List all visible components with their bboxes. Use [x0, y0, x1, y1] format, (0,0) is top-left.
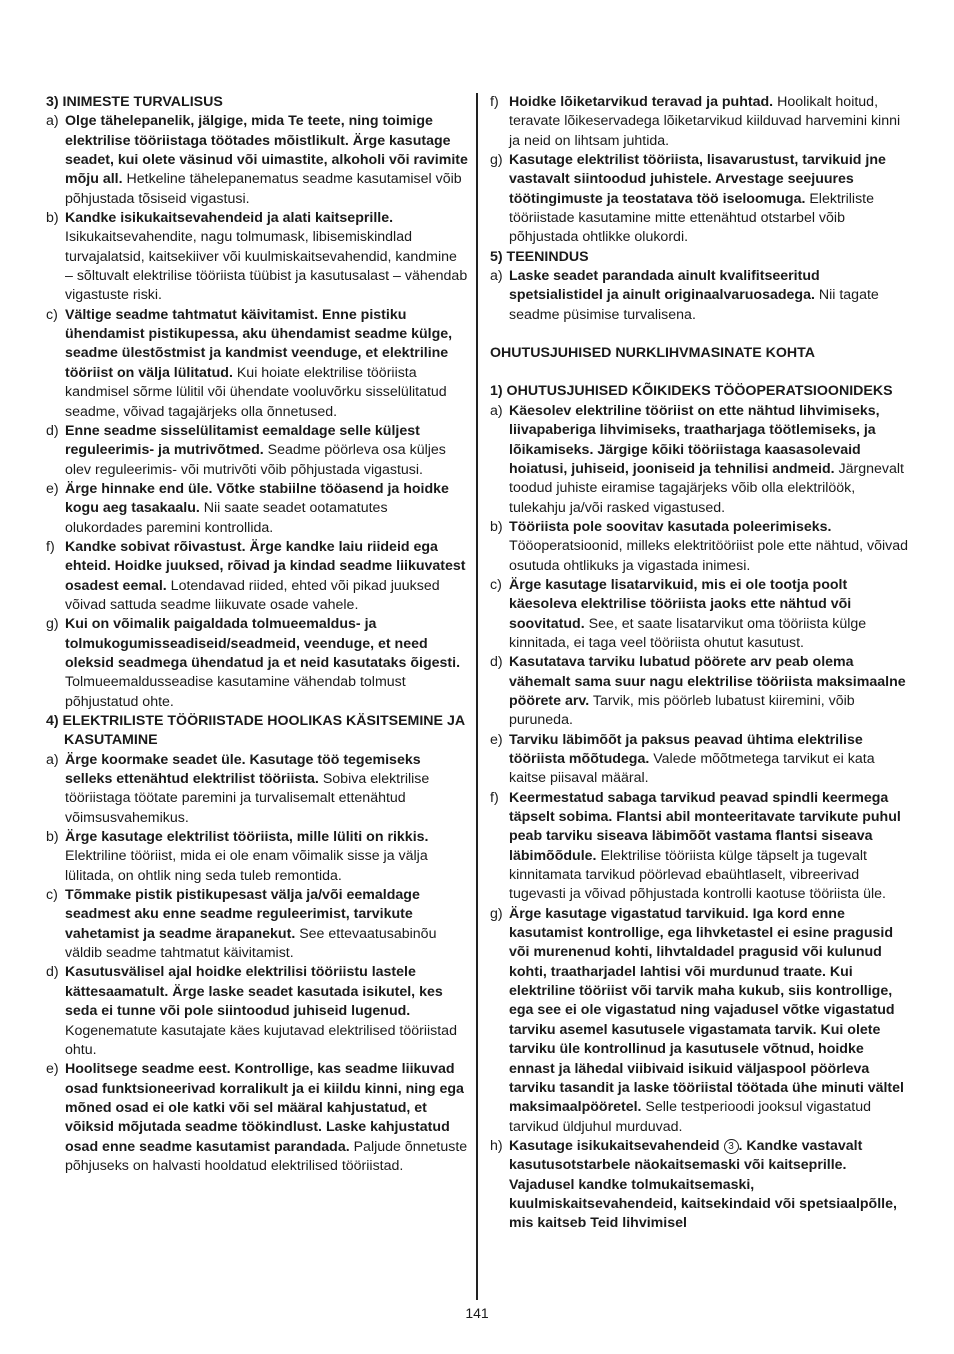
item-label: f): [490, 94, 499, 110]
item-text: Valede mõõtmetega tarvikut ei kata kaitse piisaval määral.: [509, 751, 875, 787]
item-label: a): [490, 402, 503, 419]
item-text: Tolmueemaldusseadise kasutamine vähendab tolmust põhjustatud ohte.: [65, 674, 406, 710]
list-item: [46, 112, 468, 209]
item-text: Kui hoiate elektrilise tööriista kandmisel sõrme lülitil või ühendate vooluvõrku sisselülitatud seadme, võivad tagajärjeks olla õnnetused.: [65, 364, 447, 420]
item-label: g): [490, 152, 503, 169]
list-item: [46, 480, 468, 538]
item-text: Tööoperatsioonid, milleks elektritööriist pole ette nähtud, võivad osutuda ohtlikuks ja vigastada inimesi.: [509, 538, 909, 574]
list-item: [490, 653, 910, 730]
list-item: [46, 886, 468, 963]
item-bold-text: Tööriista pole soovitav kasutada poleerimiseks.: [509, 518, 832, 535]
item-text: Seadme pöörleva osa küljes olev reguleerimis- või mutrivõti võib põhjustada vigastusi.: [65, 442, 446, 478]
list-item: [46, 422, 468, 480]
left-column: [46, 93, 468, 1176]
item-bold-text: Ärge kasutage elektrilist tööriista, mille lüliti on rikkis.: [65, 829, 429, 846]
item-label: d): [490, 654, 503, 671]
item-bold-text: Hoolitsege seadme eest. Kontrollige, kas seadme liikuvad osad funktsioneerivad korralikult ja ei kiildu kinni, ning ega mõned osad ei ole katki või sel määral kahjustatud, et võiksid mõjutada seadme töökindlust. Laske kahjustatud osad enne seadme kasutamist parandada.: [65, 1061, 464, 1155]
item-label: f): [490, 789, 499, 806]
item-bold-text: Tarviku läbimõõt ja paksus peavad ühtima elektrilise tööriista mõõtudega.: [509, 731, 863, 767]
item-bold-text: Kasutatava tarviku lubatud pöörete arv peab olema vähemalt sama suur nagu elektrilise tööriista maksimaalne pöörete arv.: [509, 654, 906, 709]
item-text: Lotendavad riided, ehted või pikad juuksed võivad sattuda seadme liikuvate osade vahele.: [65, 577, 440, 613]
power-tool-use-list: [46, 751, 468, 1177]
item-text: Nii saate seadet ootamatutes olukordades paremini kontrollida.: [65, 500, 388, 536]
list-item: [490, 576, 910, 653]
list-item: [490, 731, 910, 789]
item-bold-text: Hoidke lõiketarvikud teravad ja puhtad.: [509, 94, 774, 110]
service-list: [490, 267, 910, 325]
list-item: [46, 751, 468, 828]
item-label: b): [490, 518, 503, 535]
item-bold-text: Olge tähelepanelik, jälgige, mida Te teete, ning toimige elektrilise tööriistaga töötades mõistlikult. Ärge kasutage seadet, kui olete väsinud või uimastite, alkoholi või ravimite mõju all.: [65, 113, 468, 188]
item-bold-text: Käesolev elektriline tööriist on ette nähtud lihvimiseks, liivapaberiga lihvimiseks, traatharjaga töötlemiseks, ja lõikamiseks. Järgige kõiki tööriistaga kaasasolevaid hoiatusi, juhiseid, jooniseid ja tehnilisi andmeid.: [509, 402, 880, 477]
list-item: [490, 789, 910, 905]
item-bold-text: Ärge kasutage lisatarvikuid, mis ei ole tootja poolt käesoleva elektrilise tööriista jaoks ette nähtud või soovitatud.: [509, 576, 852, 632]
item-bold-text: Ärge koormake seadet üle. Kasutage töö tegemiseks selleks ettenähtud elektrilist tööriista.: [65, 751, 421, 788]
right-column: [490, 93, 910, 1234]
item-label: g): [490, 905, 503, 922]
item-text: Kogenematute kasutajate käes kujutavad elektrilised tööriistad ohtu.: [65, 1022, 457, 1058]
item-bold-text: Ärge hinnake end üle. Võtke stabiilne tööasend ja hoidke kogu aeg tasakaalu.: [65, 480, 449, 517]
item-label: c): [46, 306, 58, 323]
list-item: [490, 402, 910, 518]
all-operations-list: [490, 402, 910, 1137]
list-item: [46, 1060, 468, 1176]
power-tool-use-list-continued: [490, 93, 910, 248]
item-text: Sobiva elektrilise tööriistaga töötate paremini ja turvalisemalt ettenähtud võimsusvahemikus.: [65, 771, 430, 826]
item-bold-text: Kandke sobivat rõivastust. Ärge kandke laiu riideid ega ehteid. Hoidke juuksed, rõivad ja kindad seadme liikuvatest osadest eemal.: [65, 538, 466, 594]
list-item: [490, 93, 910, 151]
list-item: [46, 306, 468, 422]
item-bold-text: Tõmmake pistik pistikupesast välja ja/või eemaldage seadmest aku enne seadme reguleerimist, tarvikute vahetamist ja seadme ärapanekut.: [65, 887, 420, 942]
list-item: [46, 615, 468, 712]
item-label: a): [490, 268, 503, 285]
list-item: [490, 151, 910, 248]
list-item: [46, 828, 468, 886]
page-number: 141: [465, 1305, 489, 1321]
item-text: Nii tagate seadme püsimise turvalisena.: [509, 287, 879, 323]
item-text: See, et saate lisatarvikut oma tööriista külge kinnitada, ei taga veel tööriista ohutut kasutust.: [509, 615, 867, 651]
item-bold-text: Kasutusvälisel ajal hoidke elektrilisi tööriistu lastele kättesaamatult. Ärge laske seadet kasutada isikutel, kes seda ei tunne või pole siintoodud juhiseid lugenud.: [65, 964, 443, 1020]
item-label: c): [490, 576, 502, 593]
page-title-angle-grinder-safety: OHUTUSJUHISED NURKLIHVMASINATE KOHTA: [490, 345, 816, 362]
list-item: [46, 963, 468, 1060]
item-label: c): [46, 887, 58, 904]
item-text: Paljude õnnetuste põhjuseks on halvasti hooldatud elektrilised tööriistad.: [65, 1138, 468, 1174]
item-bold-text: Laske seadet parandada ainult kvalifitseeritud spetsialistidel ja ainult originaalvaruosadega.: [509, 268, 820, 304]
item-bold-text: . Kandke vastavalt kasutusotstarbele näokaitsemaski või kaitseprille. Vajadusel kandke tolmukaitsemaski, kuulmiskaitsevahendeid, kaitsekindaid või spetsiaalpõlle, mis kaitseb Teid lihvimisel: [509, 1137, 897, 1232]
item-bold-text: Vältige seadme tahtmatut käivitamist. Enne pistiku ühendamist pistikupessa, aku ühendamist seadme külge, seadme ülestõstmist ja kandmist veenduge, et elektriline tööriist on välja lülitatud.: [65, 306, 453, 381]
item-label: b): [46, 210, 59, 227]
list-item: [490, 905, 910, 1137]
section-heading-all-operations: 1) OHUTUSJUHISED KÕIKIDEKS TÖÖOPERATSIOONIDEKS: [490, 383, 893, 400]
item-text: Elektriliste tööriistade kasutamine mitte ettenähtud otstarbel võib põhjustada ohtlikke olukordi.: [509, 190, 874, 246]
item-label: h): [490, 1137, 503, 1154]
item-text: See ettevaatusabinõu väldib seadme tahtmatut käivitamist.: [65, 925, 437, 962]
item-label: e): [46, 1061, 59, 1078]
item-text: Elektrilise tööriista külge täpselt ja tugevalt kinnitamata tarvikud pöörlevad ebaühtlaselt, vibreerivad tugevasti ja võivad põhjustada kontrolli kaotuse tööriista üle.: [509, 847, 886, 903]
item-label: f): [46, 538, 55, 555]
item-label: a): [46, 113, 59, 130]
list-item: [490, 267, 910, 325]
item-label: b): [46, 829, 59, 846]
item-bold-text: Keermestatud sabaga tarvikud peavad spindli keermega täpselt sobima. Flantsi abil monteeritavate tarvikute puhul peab tarviku siseava läbimõõt vastama flantsi siseava läbimõõdule.: [509, 789, 901, 864]
item-label: e): [46, 480, 59, 497]
item-label: a): [46, 751, 59, 768]
item-bold-text: Kandke isikukaitsevahendeid ja alati kaitseprille.: [65, 210, 394, 227]
item-text: Selle testperioodi jooksul vigastatud tarvikud üldjuhul murduvad.: [509, 1099, 871, 1135]
item-label: d): [46, 422, 59, 439]
item-text: Isikukaitsevahendite, nagu tolmumask, libisemiskindlad turvajalatsid, kaitsekiiver või kuulmiskaitsevahendid, kandmine – sõltuvalt elektrilise tööriista tüübist ja kasutusalast – vähendab vigastuste riski.: [65, 229, 468, 304]
item-text: Hetkeline tähelepanematus seadme kasutamisel võib põhjustada tõsiseid vigastusi.: [65, 171, 462, 207]
section-heading-power-tool-use: 4) ELEKTRILISTE TÖÖRIISTADE HOOLIKAS KÄSITSEMINE JA KASUTAMINE: [46, 713, 465, 749]
item-text: Järgnevalt toodud juhiste eiramise tagajärjeks võib olla elektrilöök, tulekahju ja/või rasked vigastused.: [509, 460, 904, 516]
list-item: [490, 1137, 910, 1234]
list-item: [46, 538, 468, 615]
item-bold-text: Kasutage isikukaitsevahendeid: [509, 1137, 720, 1154]
list-item: [46, 209, 468, 306]
item-text: Elektriline tööriist, mida ei ole enam võimalik sisse ja välja lülitada, on ohtlik ning seda tuleb remontida.: [65, 848, 428, 884]
list-item: [490, 518, 910, 576]
item-text: Hoolikalt hoitud, teravate lõikeservadega lõiketarvikud kiilduvad harvemini kinni ja neid on lihtsam juhtida.: [509, 94, 901, 149]
personal-safety-list: [46, 112, 468, 712]
item-bold-text: Kui on võimalik paigaldada tolmueemaldus- ja tolmukogumisseadiseid/seadmeid, veenduge, et need oleksid seadmega ühendatud ja et neid kasutataks õigesti.: [65, 616, 461, 671]
item-label: e): [490, 731, 503, 748]
item-bold-text: Enne seadme sisselülitamist eemaldage selle küljest reguleerimis- ja mutrivõtmed.: [65, 422, 420, 459]
section-heading-service: 5) TEENINDUS: [490, 248, 589, 265]
column-divider: [476, 93, 478, 1300]
circled-reference-number: 3: [724, 1139, 739, 1154]
item-bold-text: Ärge kasutage vigastatud tarvikuid. Iga kord enne kasutamist kontrollige, ega lihvketastel ei esine pragusid või murenenud kohti, lihvtaldadel pragusid või kulunud kohti, traatharjadel lahtisi või murdunud traate. Kui elektriline tööriist või tarvik maha kukub, siis kontrollige, ega see ei ole vigastatud ning vajadusel võtke vigastatud tarviku asemel kasutusele vigastamata tarvik. Kui olete tarviku üle kontrollinud ja kasutusele võtnud, hoidke ennast ja lähedal viibivaid isikuid väljaspool pöörleva tarviku tasandit ja laske tööriistal töötada ühe minuti vältel maksimaalpööretel.: [509, 905, 904, 1116]
item-bold-text: Kasutage elektrilist tööriista, lisavarustust, tarvikuid jne vastavalt siintoodud juhistele. Arvestage seejuures töötingimuste ja teostatava töö iseloomuga.: [509, 152, 886, 207]
item-text: Tarvik, mis pöörleb lubatust kiiremini, võib puruneda.: [509, 692, 855, 729]
section-heading-personal-safety: 3) INIMESTE TURVALISUS: [46, 94, 223, 110]
item-label: d): [46, 964, 59, 981]
item-label: g): [46, 616, 59, 633]
